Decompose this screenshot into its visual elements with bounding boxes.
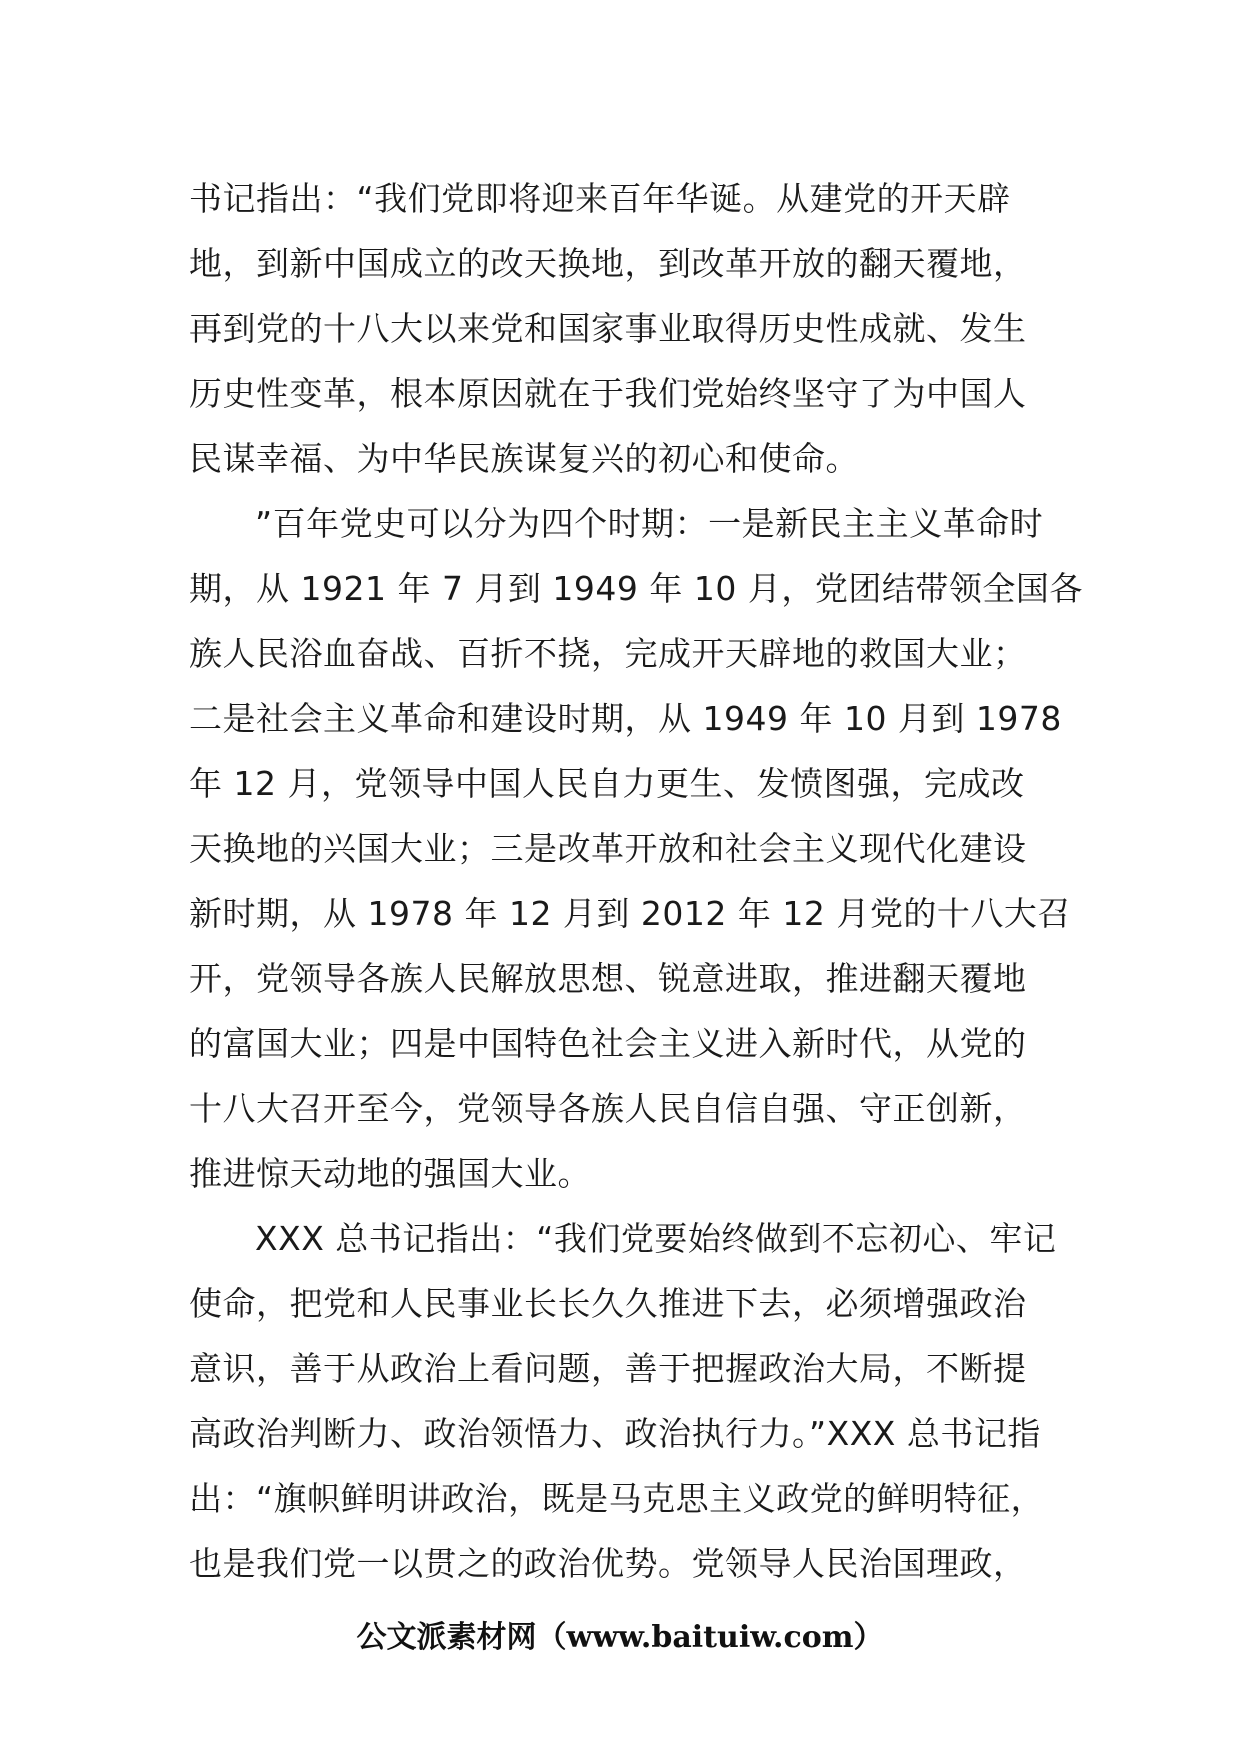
text-line: 意识，善于从政治上看问题，善于把握政治大局，不断提 <box>189 1349 1027 1388</box>
text-line: 推进惊天动地的强国大业。 <box>189 1154 591 1193</box>
text-line: 民谋幸福、为中华民族谋复兴的初心和使命。 <box>189 439 859 478</box>
text-line: 出：“旗帜鲜明讲政治，既是马克思主义政党的鲜明特征， <box>189 1479 1045 1518</box>
text-line: 的富国大业；四是中国特色社会主义进入新时代，从党的 <box>189 1024 1027 1063</box>
body-text <box>189 166 1083 1596</box>
paragraph-first-line: XXX 总书记指出：“我们党要始终做到不忘初心、牢记 <box>255 1219 1057 1258</box>
text-line: 期，从 1921 年 7 月到 1949 年 10 月，党团结带领全国各 <box>189 569 1083 608</box>
text-line: 地，到新中国成立的改天换地，到改革开放的翻天覆地， <box>189 244 1027 283</box>
text-line: 历史性变革，根本原因就在于我们党始终坚守了为中国人 <box>189 374 1027 413</box>
text-line: 族人民浴血奋战、百折不挠，完成开天辟地的救国大业； <box>189 634 1027 673</box>
text-line: 开，党领导各族人民解放思想、锐意进取，推进翻天覆地 <box>189 959 1027 998</box>
footer-watermark: 公文派素材网（www.baituiw.com） <box>356 1620 884 1655</box>
text-line: 二是社会主义革命和建设时期，从 1949 年 10 月到 1978 <box>189 699 1062 738</box>
paragraph-first-line: ”百年党史可以分为四个时期：一是新民主主义革命时 <box>255 504 1044 543</box>
text-line: 天换地的兴国大业；三是改革开放和社会主义现代化建设 <box>189 829 1027 868</box>
text-line: 新时期，从 1978 年 12 月到 2012 年 12 月党的十八大召 <box>189 894 1071 933</box>
text-line: 十八大召开至今，党领导各族人民自信自强、守正创新， <box>189 1089 1027 1128</box>
text-line: 使命，把党和人民事业长长久久推进下去，必须增强政治 <box>189 1284 1027 1323</box>
text-line: 年 12 月，党领导中国人民自力更生、发愤图强，完成改 <box>189 764 1025 803</box>
text-line: 书记指出：“我们党即将迎来百年华诞。从建党的开天辟 <box>189 179 1011 218</box>
text-line: 再到党的十八大以来党和国家事业取得历史性成就、发生 <box>189 309 1027 348</box>
text-line: 高政治判断力、政治领悟力、政治执行力。”XXX 总书记指 <box>189 1414 1041 1453</box>
text-line: 也是我们党一以贯之的政治优势。党领导人民治国理政， <box>189 1544 1027 1583</box>
